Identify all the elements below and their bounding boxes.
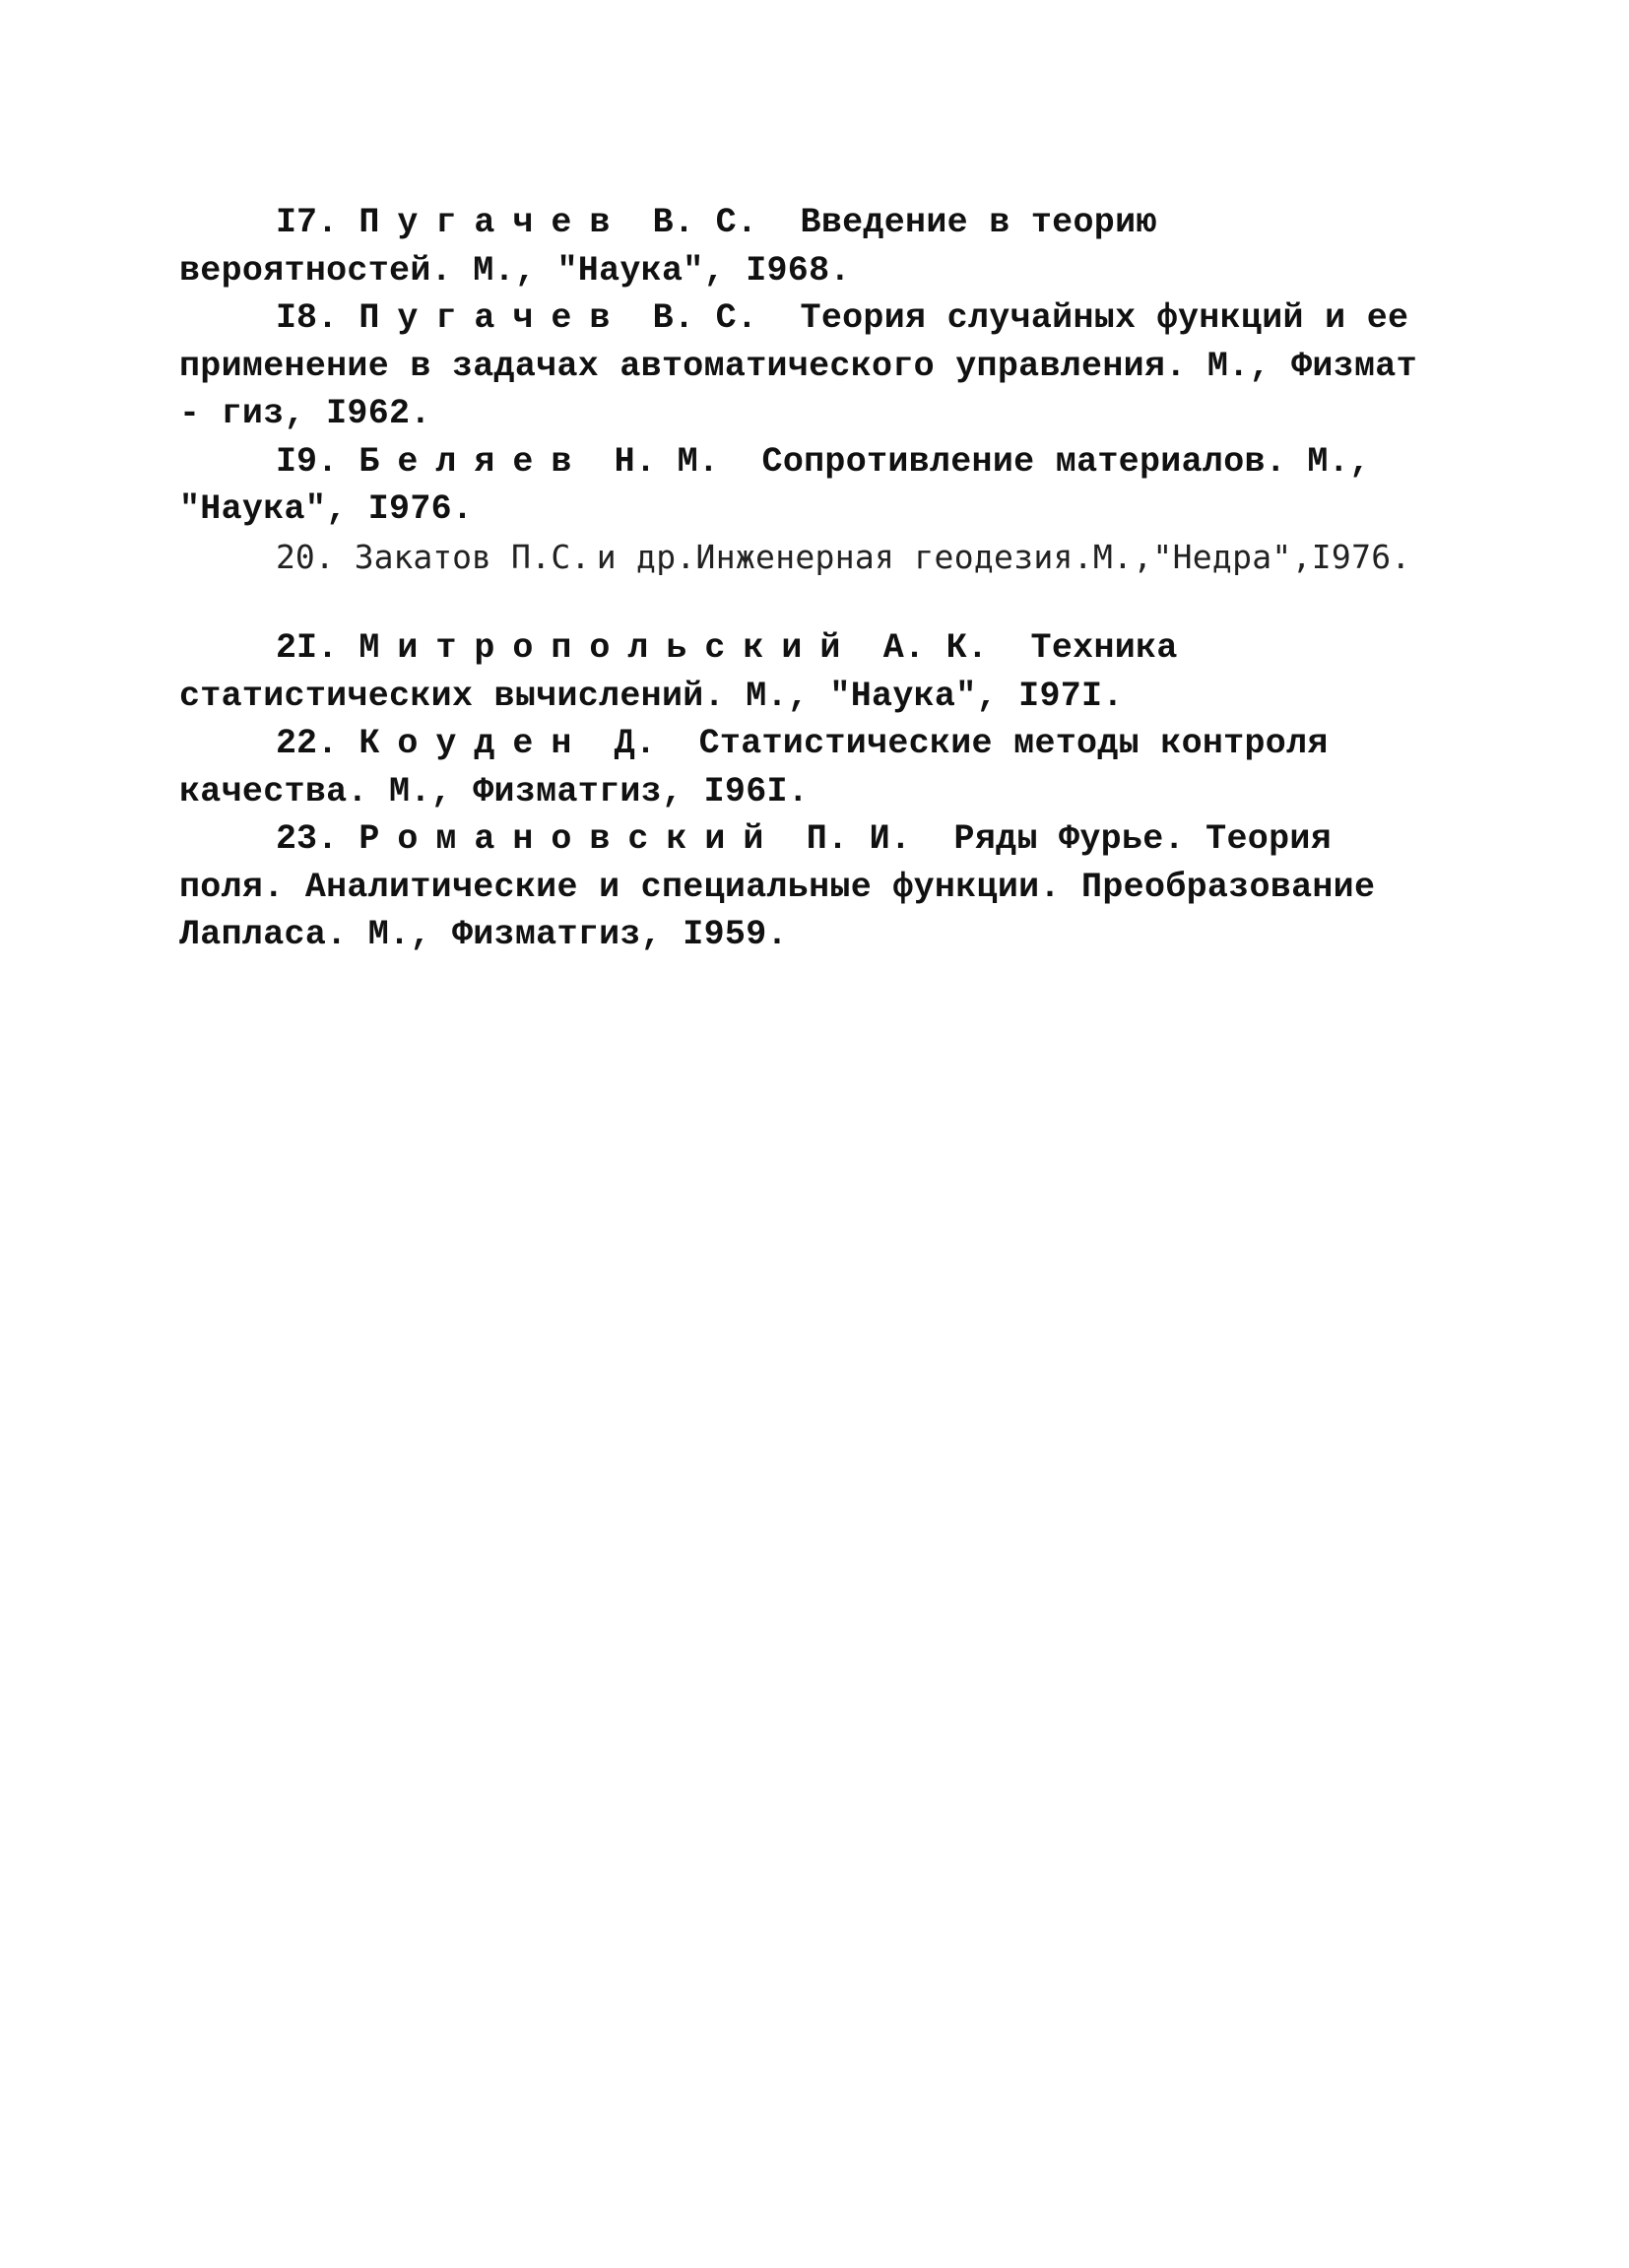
- reference-number: I8.: [276, 298, 339, 338]
- reference-item: [179, 534, 1430, 582]
- reference-text: Введение в теорию вероятностей. М., "Наука", I968.: [179, 203, 1178, 291]
- reference-initials: А. К.: [882, 628, 989, 668]
- reference-author: Романовский: [358, 819, 782, 859]
- reference-initials: П. И.: [806, 819, 912, 859]
- reference-initials: В. С.: [652, 298, 758, 338]
- reference-item: [179, 199, 1430, 294]
- reference-item: [179, 815, 1430, 959]
- reference-text: Статистические методы контроля качества. М., Физматгиз, I96I.: [179, 724, 1350, 811]
- reference-list: [179, 199, 1439, 959]
- reference-author: Митропольский: [358, 628, 859, 668]
- reference-text: Ряды Фурье. Теория поля. Аналитические и специальные функции. Преобразование Лапласа. М., Физматгиз, I959.: [179, 819, 1397, 954]
- reference-text: и др.Инженерная геодезия.М.,"Недра",I976.: [596, 537, 1411, 576]
- reference-number: 23.: [276, 819, 339, 859]
- reference-number: I9.: [276, 441, 339, 482]
- reference-item: [179, 624, 1430, 720]
- reference-author: Коуден: [358, 724, 590, 763]
- reference-number: I7.: [276, 203, 339, 242]
- reference-initials: Н. М.: [614, 441, 720, 482]
- reference-text: Теория случайных функций и ее применение в задачах автоматического управления. М., Физмат - гиз, I962.: [179, 298, 1439, 433]
- reference-author: Беляев: [358, 441, 590, 482]
- reference-item: [179, 438, 1430, 534]
- reference-text: Техника статистических вычислений. М., "Наука", I97I.: [179, 628, 1199, 716]
- reference-number: 20.: [276, 537, 335, 576]
- reference-text: Сопротивление материалов. М., "Наука", I976.: [179, 441, 1392, 529]
- reference-initials: Д.: [614, 724, 657, 763]
- reference-number: 2I.: [276, 628, 339, 668]
- reference-author: Пугачев: [358, 203, 628, 242]
- reference-author: Пугачев: [358, 298, 628, 338]
- reference-initials: П.С.: [511, 537, 591, 576]
- reference-item: [179, 720, 1430, 815]
- reference-initials: В. С.: [652, 203, 758, 242]
- reference-item: [179, 294, 1439, 438]
- reference-number: 22.: [276, 724, 339, 763]
- spacer: [179, 581, 1430, 624]
- reference-author: Закатов: [354, 537, 491, 576]
